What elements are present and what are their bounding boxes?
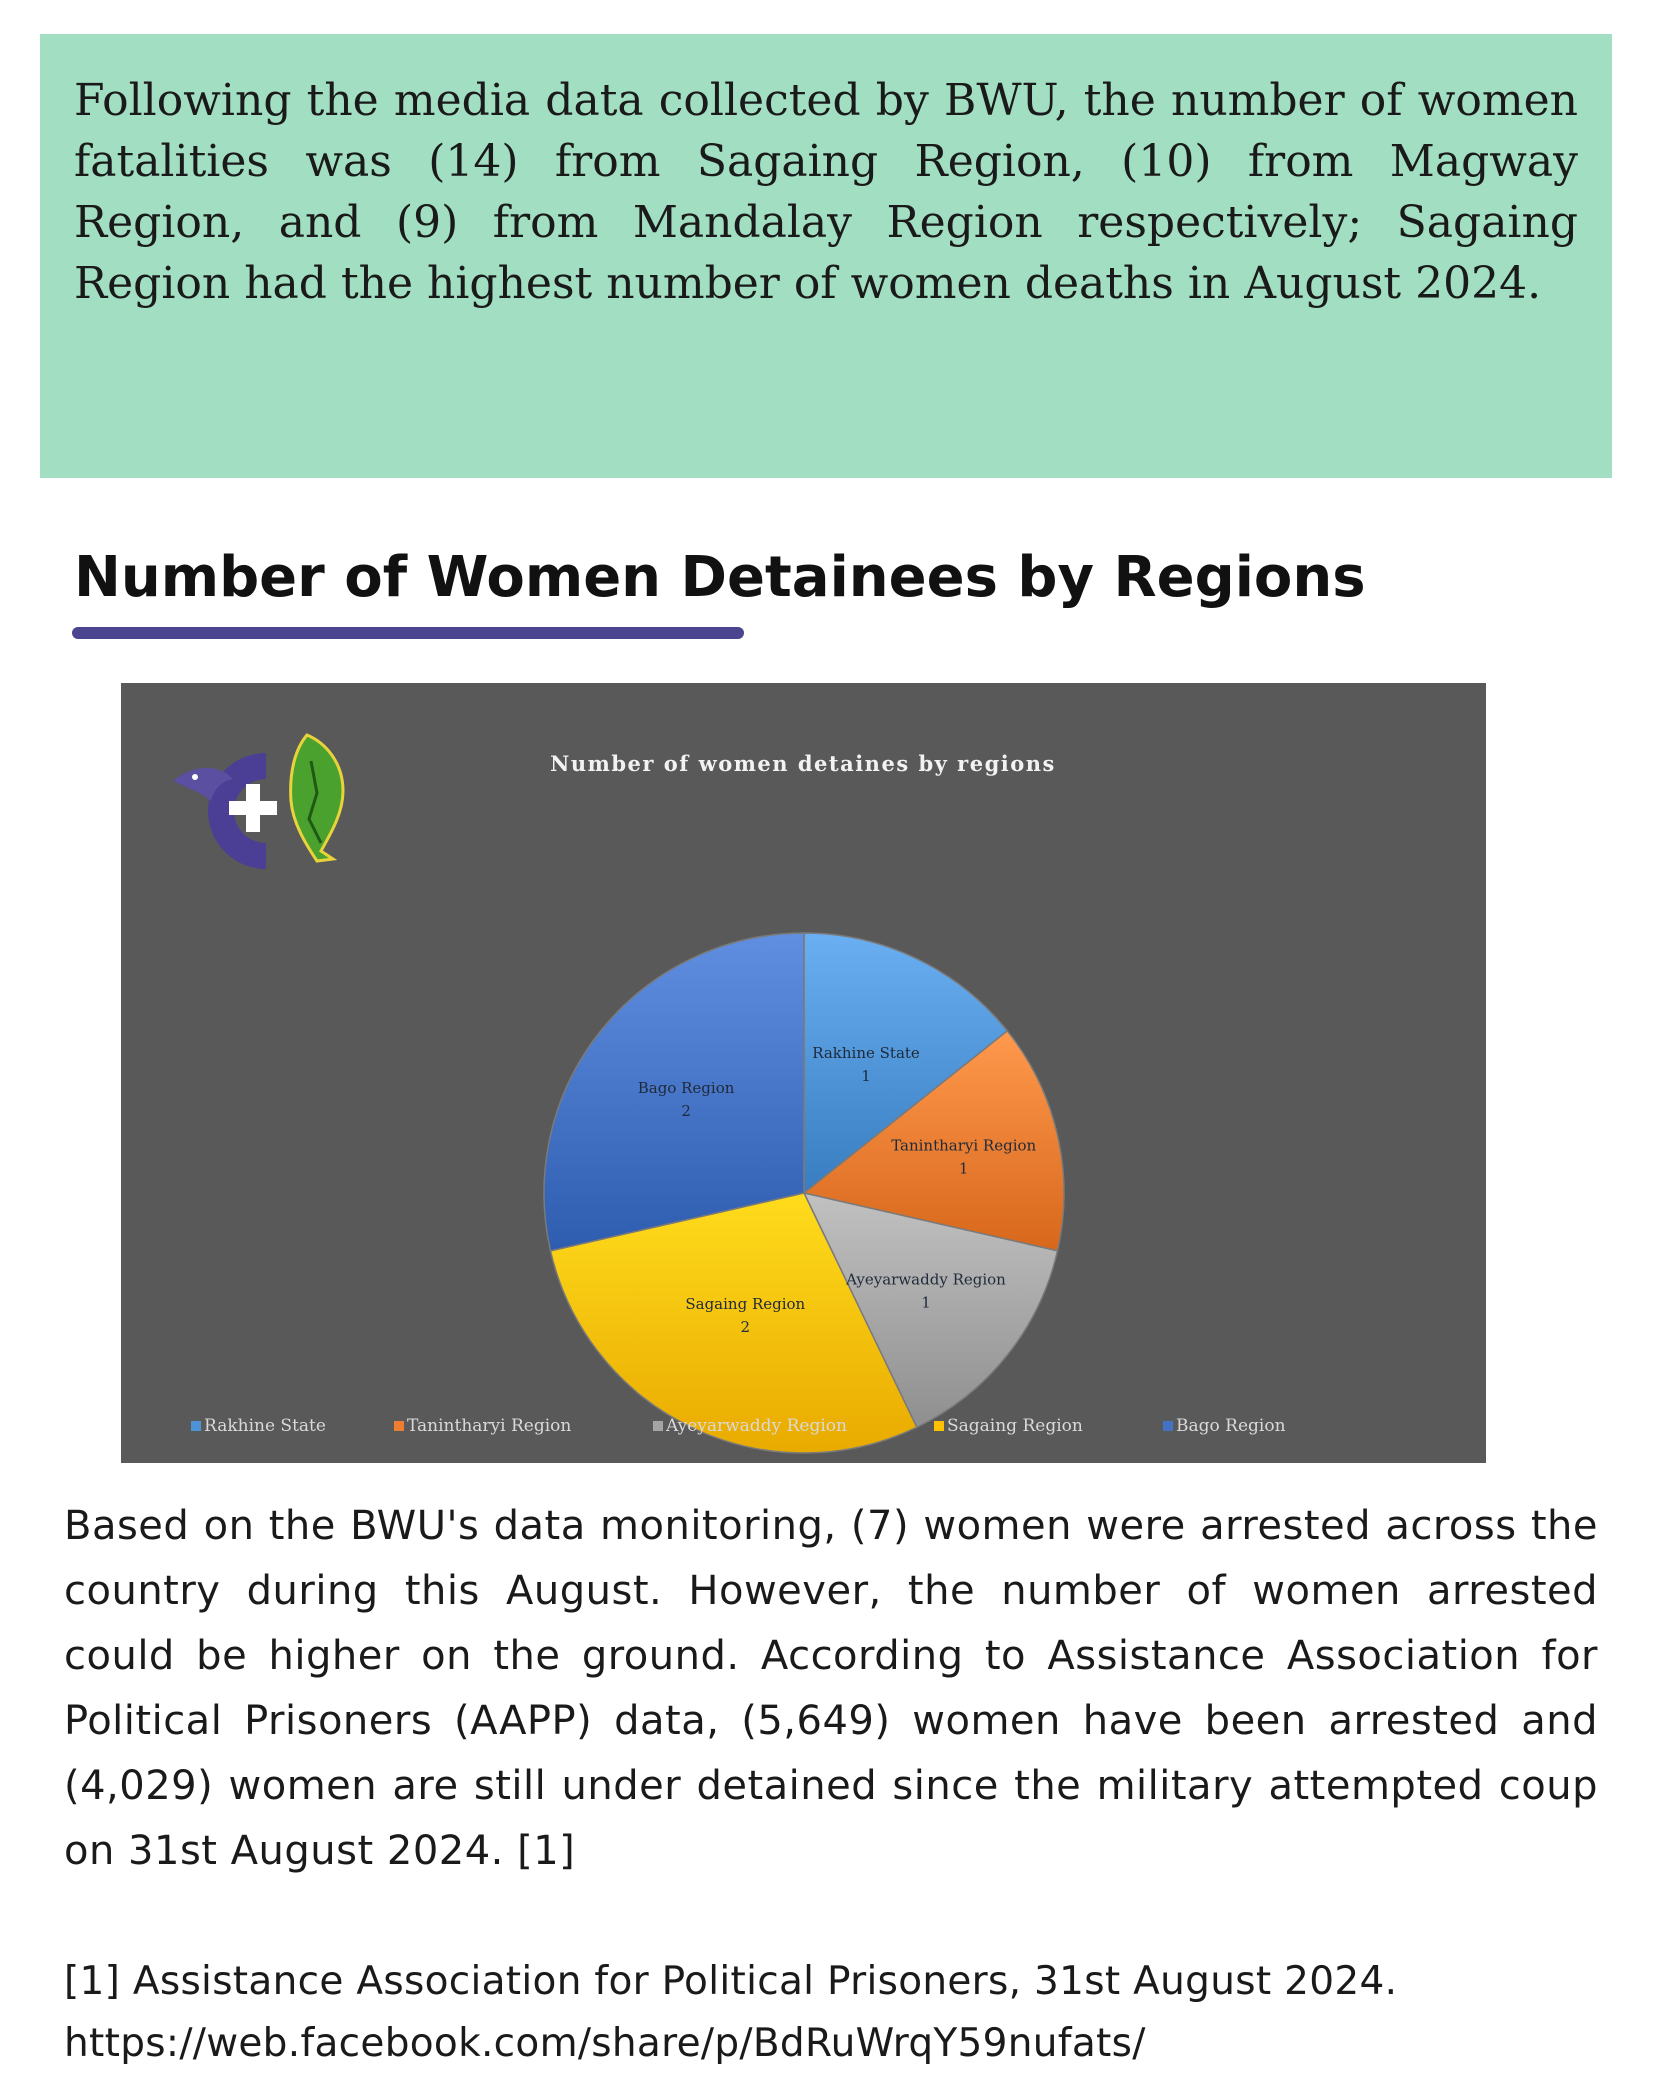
chart-title: Number of women detaines by regions	[550, 751, 1056, 776]
legend-swatch-bago-region	[1163, 1421, 1173, 1431]
legend-label-ayeyarwaddy-region: Ayeyarwaddy Region	[666, 1416, 847, 1436]
data-label-tanintharyi-region: Tanintharyi Region	[891, 1136, 1037, 1155]
body-paragraph: Based on the BWU's data monitoring, (7) women were arrested across the country during this August. However, the number of women arrested could be higher on the ground. According to Assistance Association for Political Prisoners (AAPP) data, (5,649) women have been arrested and (4,029) women are still under detained since the military attempted coup on 31st August 2024. [1]	[64, 1503, 1598, 1874]
callout-text: Following the media data collected by BWU, the number of women fatalities was (14) from Sagaing Region, (10) from Magway Region, and (9) from Mandalay Region respectively; Sagaing Region had the highest number of women deaths in August 2024.	[74, 75, 1578, 309]
data-value-rakhine-state: 1	[861, 1067, 871, 1086]
legend-label-tanintharyi-region: Tanintharyi Region	[407, 1416, 572, 1436]
legend-label-rakhine-state: Rakhine State	[204, 1416, 326, 1436]
footnote	[64, 1951, 1624, 2075]
legend-swatch-tanintharyi-region	[394, 1421, 404, 1431]
legend-label-sagaing-region: Sagaing Region	[947, 1416, 1083, 1436]
legend-label-bago-region: Bago Region	[1176, 1416, 1286, 1436]
pie-chart	[121, 683, 1486, 1463]
summary-callout	[40, 34, 1612, 478]
data-label-bago-region: Bago Region	[637, 1079, 735, 1097]
heading-underline	[72, 627, 744, 639]
data-value-tanintharyi-region: 1	[958, 1159, 969, 1178]
data-label-sagaing-region: Sagaing Region	[685, 1294, 806, 1313]
legend-swatch-rakhine-state	[191, 1421, 201, 1431]
section-heading: Number of Women Detainees by Regions	[74, 545, 1366, 610]
footnote-citation: [1] Assistance Association for Political Prisoners, 31st August 2024.	[64, 1959, 1398, 2004]
data-label-ayeyarwaddy-region: Ayeyarwaddy Region	[846, 1270, 1006, 1289]
bwu-logo-icon	[173, 735, 343, 869]
legend-swatch-sagaing-region	[934, 1421, 944, 1431]
data-label-rakhine-state: Rakhine State	[812, 1044, 920, 1063]
footnote-link[interactable]: https://web.facebook.com/share/p/BdRuWrqY59nufats/	[64, 2021, 1146, 2066]
data-value-ayeyarwaddy-region: 1	[921, 1293, 931, 1312]
data-value-sagaing-region: 2	[740, 1317, 751, 1336]
data-value-bago-region: 2	[681, 1102, 691, 1120]
legend-swatch-ayeyarwaddy-region	[653, 1421, 663, 1431]
pie-chart-panel	[121, 683, 1486, 1463]
